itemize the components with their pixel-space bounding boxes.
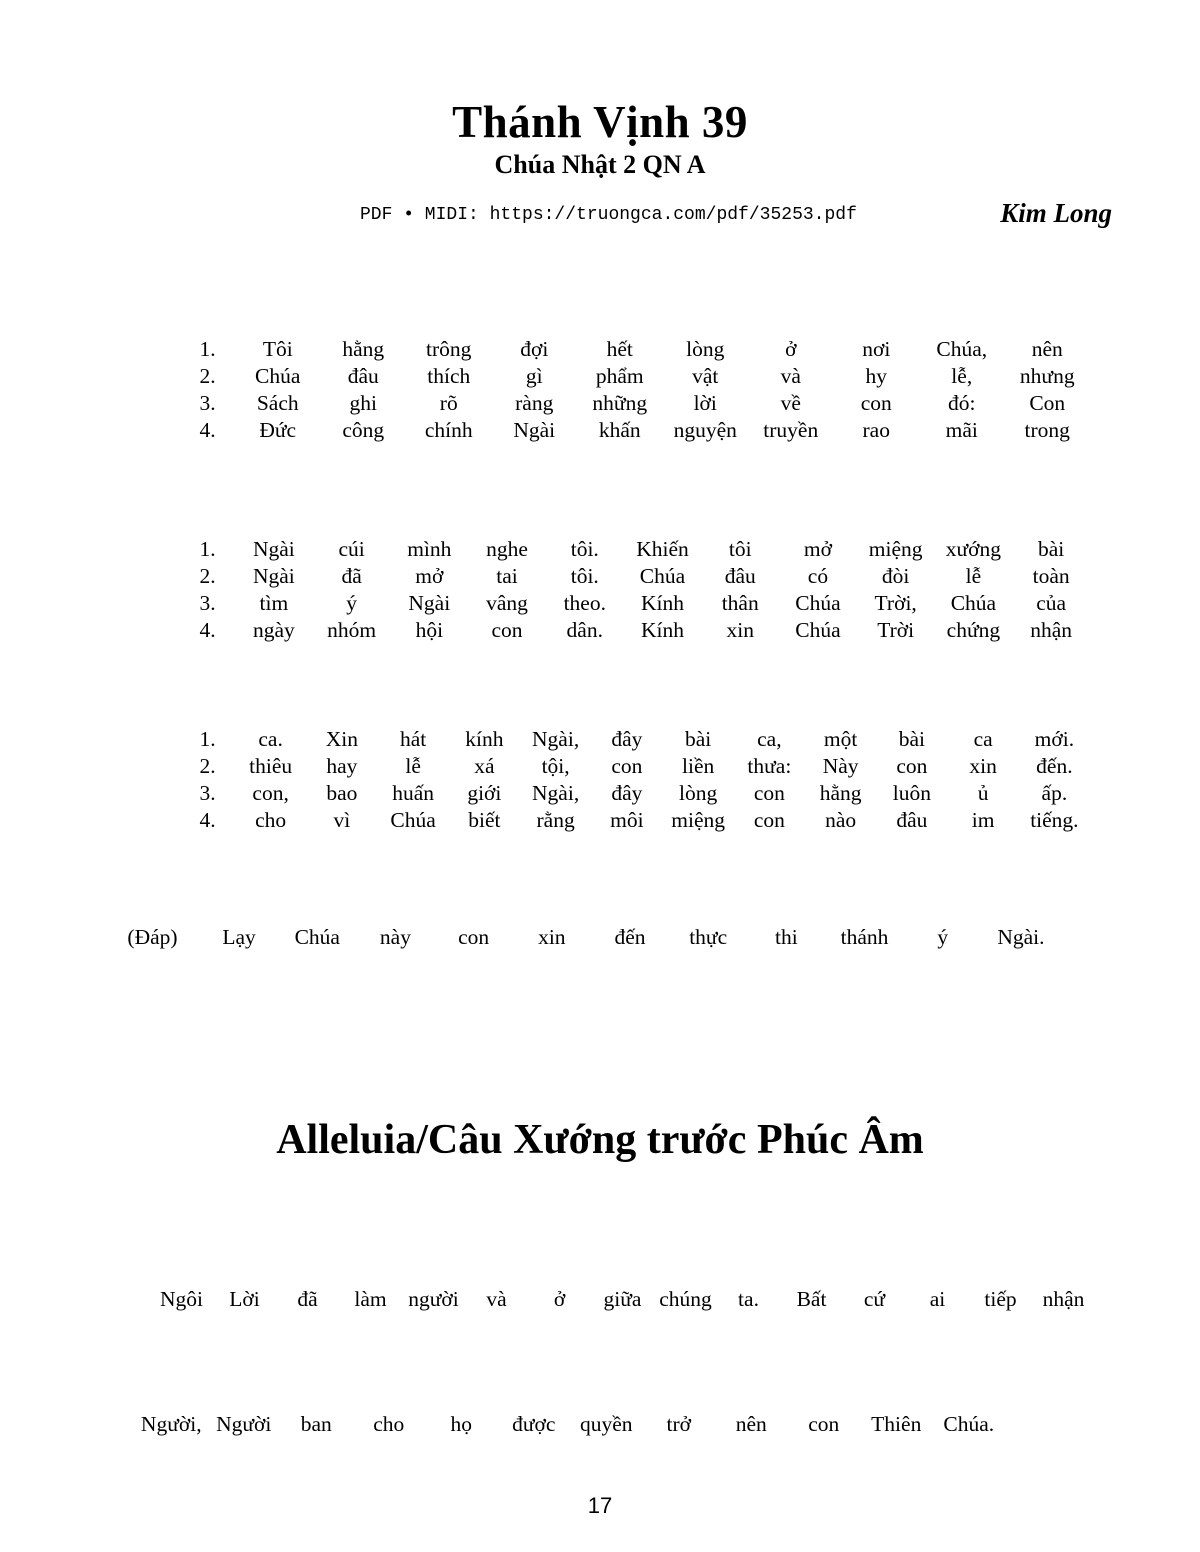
lyric-word: ban [300,1412,332,1436]
lyric-word: con [611,754,643,778]
lyric-word: trở [666,1412,691,1436]
lyric-word: xá [474,754,495,778]
lyric-word: tôi. [570,564,599,588]
lyric-word: thưa: [747,754,792,778]
lyric-word: 4. [199,418,216,442]
lyric-word: thực [689,925,728,949]
lyric-word: Người [216,1412,272,1436]
lyric-word: 4. [199,618,216,642]
lyric-line-alleluia2-1 [135,1411,1005,1438]
lyric-line-block3-4 [180,807,1090,834]
lyric-word: lòng [686,337,725,361]
lyric-word: rõ [439,391,458,415]
lyric-word: nên [735,1412,767,1436]
lyric-word: tìm [259,591,289,615]
lyric-word: Ngài, [532,727,580,751]
lyric-word: và [780,364,801,388]
lyric-word: ý [937,925,949,949]
lyric-word: đó: [948,391,976,415]
lyric-word: theo. [563,591,606,615]
lyric-word: cứ [863,1287,886,1311]
lyric-word: những [592,391,648,415]
lyric-word: liền [682,754,715,778]
lyric-line-alleluia1-1 [150,1286,1095,1313]
lyric-word: xin [726,618,754,642]
lyric-word: Ngài, [532,781,580,805]
lyric-line-block2-4 [180,617,1090,644]
lyric-word: nhưng [1019,364,1075,388]
lyric-word: rằng [536,808,575,832]
lyric-word: Chúa. [943,1412,995,1436]
lyric-word: về [780,391,801,415]
lyric-word: ấp. [1041,781,1068,805]
lyric-word: vì [333,808,351,832]
lyric-word: nên [1031,337,1063,361]
lyric-word: Trời, [874,591,917,615]
lyric-word: tôi [728,537,752,561]
lyric-word: giữa [603,1287,642,1311]
lyric-word: cho [255,808,287,832]
lyric-word: mới. [1034,727,1075,751]
lyric-word: lễ [405,754,421,778]
lyric-word: gì [525,364,543,388]
lyric-word: tôi. [570,537,599,561]
lyric-word: tội, [541,754,570,778]
lyric-word: vâng [486,591,528,615]
lyric-word: nguyện [673,418,737,442]
lyric-word: con [896,754,928,778]
lyric-word: tiếp [984,1287,1017,1311]
lyric-word: đâu [724,564,756,588]
lyric-word: cúi [338,537,365,561]
lyric-word: con [808,1412,840,1436]
lyric-word: này [379,925,411,949]
lyric-word: lòng [679,781,718,805]
lyric-word: toàn [1032,564,1070,588]
lyric-word: hay [326,754,358,778]
section-title-alleluia: Alleluia/Câu Xướng trước Phúc Âm [276,1117,924,1163]
lyric-word: huấn [392,781,435,805]
lyric-word: im [971,808,995,832]
lyric-word: đến. [1036,754,1073,778]
lyric-word: mở [803,537,832,561]
lyric-word: rao [862,418,890,442]
lyric-word: Tôi [262,337,293,361]
lyric-word: hy [865,364,887,388]
lyric-word: con [753,808,785,832]
lyric-word: mãi [945,418,978,442]
lyric-line-block2-2 [180,563,1090,590]
lyric-word: truyền [763,418,819,442]
lyric-word: Lời [229,1287,260,1311]
lyric-line-block3-3 [180,780,1090,807]
page-title: Thánh Vịnh 39 [452,97,748,147]
lyric-word: xin [969,754,997,778]
lyric-word: ta. [738,1287,759,1311]
lyric-word: Đức [259,418,297,442]
lyric-word: hằng [342,337,385,361]
lyric-word: 2. [199,364,216,388]
lyric-word: trong [1024,418,1070,442]
lyric-word: hằng [819,781,862,805]
lyric-word: Ngôi [160,1287,203,1311]
lyric-word: con [491,618,523,642]
lyric-word: Ngài. [997,925,1045,949]
lyric-word: phẩm [595,364,644,388]
lyric-word: Ngài [252,537,295,561]
lyric-word: Chúa [294,925,340,949]
lyric-word: Khiến [636,537,689,561]
lyric-word: khấn [598,418,641,442]
lyric-word: con [860,391,892,415]
lyric-word: miệng [671,808,725,832]
lyric-word: lời [693,391,717,415]
lyric-word: xin [538,925,566,949]
lyric-word: hết [606,337,633,361]
lyric-line-block2-3 [180,590,1090,617]
lyric-word: đã [341,564,362,588]
lyric-word: 2. [199,564,216,588]
lyric-word: Này [822,754,859,778]
lyric-word: đâu [896,808,928,832]
lyric-word: chính [424,418,473,442]
page-number: 17 [587,1493,613,1518]
lyric-word: tiếng. [1030,808,1079,832]
lyric-word: 1. [199,727,216,751]
lyric-word: 3. [199,391,216,415]
lyric-word: đâu [347,364,379,388]
lyric-word: 2. [199,754,216,778]
lyric-word: 3. [199,591,216,615]
lyric-word: cho [373,1412,405,1436]
lyric-word: Chúa, [936,337,988,361]
lyric-line-block1-2 [180,363,1090,390]
lyric-line-block1-4 [180,417,1090,444]
lyric-word: Ngài [252,564,295,588]
lyric-word: mình [407,537,452,561]
lyric-word: thánh [840,925,889,949]
lyric-word: Chúa [255,364,301,388]
lyric-word: Thiên [871,1412,922,1436]
lyric-word: giới [467,781,502,805]
lyric-word: ở [553,1287,566,1311]
lyric-word: ràng [515,391,554,415]
page-subtitle: Chúa Nhật 2 QN A [494,150,706,179]
lyric-word: công [342,418,385,442]
lyric-word: Lạy [222,925,256,949]
lyric-word: biết [468,808,501,832]
lyric-word: dân. [566,618,603,642]
lyric-word: 3. [199,781,216,805]
lyric-line-dap-1 [105,924,1060,951]
lyric-word: Xin [325,727,358,751]
lyric-word: bài [898,727,926,751]
lyric-word: Chúa [390,808,436,832]
lyric-word: đây [611,781,643,805]
lyric-word: xướng [945,537,1002,561]
lyric-word: 4. [199,808,216,832]
lyric-word: mở [415,564,444,588]
lyric-word: Kính [640,591,684,615]
lyric-word: Con [1029,391,1066,415]
lyric-word: nghe [486,537,528,561]
lyric-word: Chúa [950,591,997,615]
lyric-word: nhóm [327,618,377,642]
lyric-word: bài [684,727,712,751]
lyric-word: nơi [862,337,891,361]
lyric-word: Kính [640,618,684,642]
lyric-word: đợi [520,337,549,361]
lyric-word: làm [354,1287,387,1311]
lyric-word: Chúa [795,618,841,642]
lyric-word: thích [427,364,471,388]
lyric-word: ngày [252,618,295,642]
lyric-word: đã [297,1287,318,1311]
lyric-line-block2-1 [180,536,1090,563]
lyric-word: kính [465,727,504,751]
lyric-line-block1-3 [180,390,1090,417]
lyric-word: chúng [659,1287,712,1311]
lyric-word: chứng [946,618,1001,642]
lyric-word: Chúa [795,591,841,615]
lyric-word: ý [346,591,357,615]
lyric-word: con [458,925,490,949]
lyric-word: họ [450,1412,472,1436]
lyric-word: đòi [881,564,910,588]
lyric-word: luôn [892,781,931,805]
lyric-word: miệng [868,537,923,561]
lyric-word: Người, [140,1412,202,1436]
lyric-word: môi [610,808,644,832]
lyric-word: và [486,1287,507,1311]
lyric-line-block3-2 [180,753,1090,780]
lyric-word: nhận [1030,618,1073,642]
lyric-word: đây [611,727,643,751]
lyric-word: Trời [877,618,915,642]
lyric-word: Sách [256,391,299,415]
lyric-word: trông [426,337,472,361]
pdf-midi-link-text: PDF • MIDI: https://truongca.com/pdf/35253.pdf [360,205,857,225]
lyric-word: 1. [199,537,216,561]
lyric-word: thiêu [249,754,293,778]
lyric-word: ca [973,727,993,751]
lyric-word: của [1036,591,1067,615]
lyric-word: quyền [579,1412,633,1436]
lyric-word: ca. [258,727,283,751]
lyric-word: bao [326,781,358,805]
lyric-word: ghi [349,391,377,415]
lyric-line-block3-1 [180,726,1090,753]
lyric-word: (Đáp) [127,925,178,949]
lyric-word: đến [614,925,646,949]
lyric-word: ủ [977,781,989,805]
lyric-line-block1-1 [180,336,1090,363]
lyric-word: ở [785,337,797,361]
lyric-word: nào [825,808,857,832]
composer-name: Kim Long [1000,198,1112,228]
lyric-word: ai [929,1287,946,1311]
lyric-word: vật [692,364,719,388]
lyric-word: được [512,1412,556,1436]
lyric-word: hội [415,618,444,642]
lyric-word: Ngài [513,418,556,442]
lyric-word: người [408,1287,459,1311]
lyric-word: Ngài [408,591,451,615]
lyric-word: ca, [757,727,782,751]
lyric-word: Bất [796,1287,827,1311]
lyric-word: Chúa [639,564,686,588]
lyric-word: lễ, [951,364,973,388]
lyric-word: thi [775,925,798,949]
lyric-word: nhận [1042,1287,1085,1311]
lyric-word: một [823,727,858,751]
lyric-word: con [753,781,785,805]
lyric-word: tai [496,564,518,588]
lyric-word: lễ [965,564,982,588]
lyric-word: con, [252,781,289,805]
lyric-word: 1. [199,337,216,361]
lyric-word: hát [399,727,427,751]
lyric-word: có [807,564,829,588]
lyric-word: thân [721,591,759,615]
lyric-word: bài [1037,537,1065,561]
